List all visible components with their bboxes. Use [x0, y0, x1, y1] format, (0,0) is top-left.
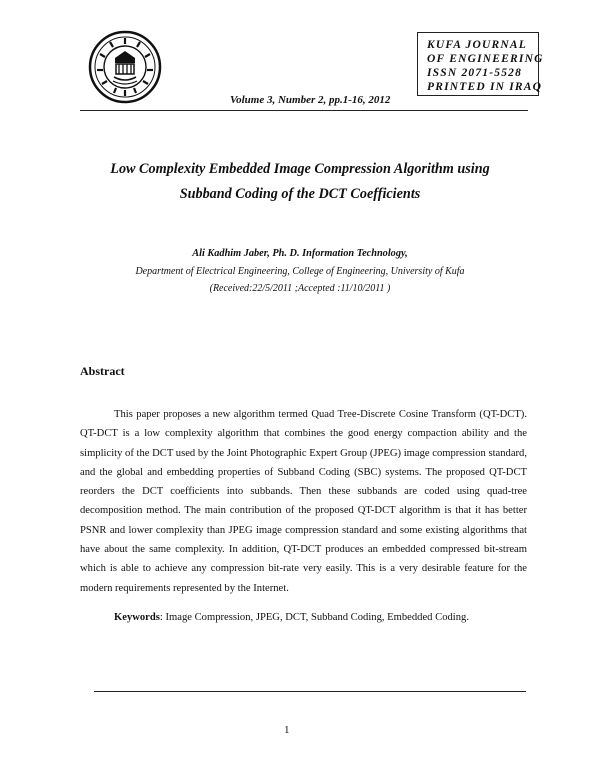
journal-box-line: OF ENGINEERING — [427, 53, 544, 65]
keywords-text: : Image Compression, JPEG, DCT, Subband Coding, Embedded Coding. — [159, 612, 469, 623]
affiliation-line: Department of Electrical Engineering, College of Engineering, University of Kufa — [135, 266, 465, 277]
abstract-body: This paper proposes a new algorithm termed Quad Tree-Discrete Cosine Transform (QT-DCT). QT-DCT is a low complexity algorithm that combines the good energy compaction ability and the simplicity of the DCT used by the Joint Photographic Expert Group (JPEG) image compression standard, and the global and embedding properties of Subband Coding (SBC) systems. The proposed QT-DCT reorders the DCT coefficients into subbands. Then these subbands are coded using quad-tree decomposition method. The main contribution of the proposed QT-DCT algorithm is that it has better PSNR and lower complexity than JPEG image compression standard and some existing algorithms that have about the same complexity. In addition, QT-DCT produces an embedded compressed bit-stream which is able to achieve any compression bit-rate very easily. This is a very desirable feature for the modern requirements represented by the Internet. — [80, 409, 527, 594]
page-number: 1 — [284, 724, 290, 736]
volume-line: Volume 3, Number 2, pp.1-16, 2012 — [230, 94, 391, 106]
university-seal-icon — [88, 30, 162, 104]
footer-rule — [94, 691, 526, 692]
paper-title-line-1: Low Complexity Embedded Image Compression Algorithm using — [110, 161, 490, 177]
journal-info-box — [417, 32, 544, 96]
journal-box-line: ISSN 2071-5528 — [427, 67, 523, 79]
journal-box-line: KUFA JOURNAL — [427, 39, 527, 51]
header-rule — [80, 110, 528, 111]
received-dates: (Received:22/5/2011 ;Accepted :11/10/2011 ) — [209, 283, 391, 294]
keywords-label: Keywords — [114, 612, 160, 623]
keywords-line — [114, 612, 469, 623]
author-line: Ali Kadhim Jaber, Ph. D. Information Technology, — [192, 248, 408, 259]
abstract-heading: Abstract — [80, 364, 125, 378]
journal-box-line: PRINTED IN IRAQ — [427, 81, 543, 93]
paper-title-line-2: Subband Coding of the DCT Coefficients — [179, 186, 421, 202]
